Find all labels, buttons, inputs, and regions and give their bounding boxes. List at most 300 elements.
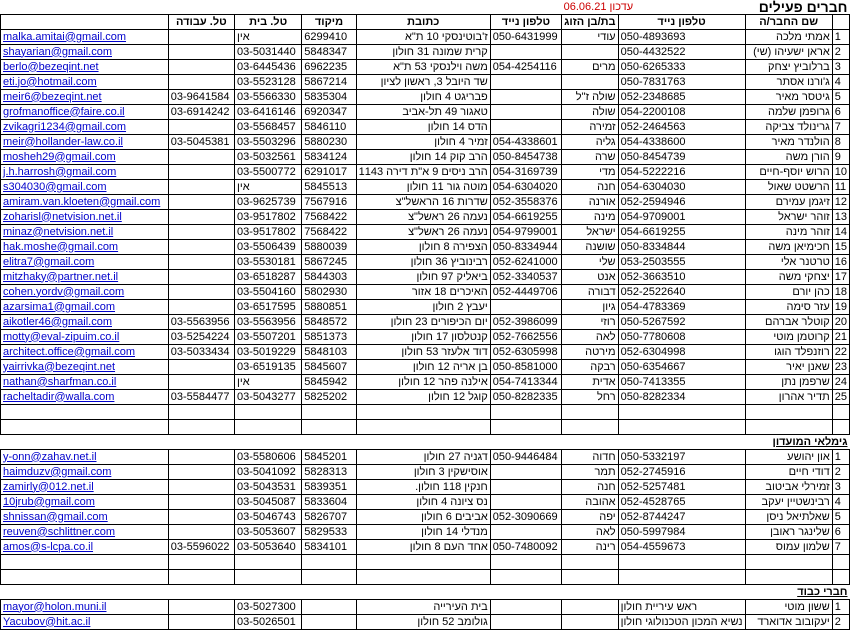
mobile-phone: 050-5267592: [618, 315, 745, 330]
home-phone: אין: [235, 30, 302, 45]
work-phone: [168, 465, 234, 480]
member-name: עזר סימה: [745, 300, 832, 315]
header-number: [832, 15, 849, 30]
email-link[interactable]: amos@s-lcpa.co.il: [1, 540, 169, 555]
empty-cell: [235, 0, 302, 15]
mobile-phone: 050-7831763: [618, 75, 745, 90]
spouse-mobile: 052-3090669: [490, 510, 561, 525]
member-row: [1, 375, 850, 390]
member-name: און יהושע: [745, 450, 832, 465]
email-link[interactable]: berlo@bezeqint.net: [1, 60, 169, 75]
empty-cell: [302, 570, 356, 585]
email-link[interactable]: mayor@holon.muni.il: [1, 600, 169, 615]
home-phone: 03-5530181: [235, 255, 302, 270]
zip-code: 5845201: [302, 450, 356, 465]
mobile-phone: 052-2594946: [618, 195, 745, 210]
email-link[interactable]: meir@hollander-law.co.il: [1, 135, 169, 150]
work-phone: [168, 300, 234, 315]
address: זמיר 4 חולון: [356, 135, 490, 150]
empty-cell: [235, 435, 302, 450]
member-name: שאנן יאיר: [745, 360, 832, 375]
spouse-mobile: [490, 615, 561, 630]
row-number: 5: [832, 90, 849, 105]
zip-code: 6920347: [302, 105, 356, 120]
address: אביבים 6 חולון: [356, 510, 490, 525]
row-number: 8: [832, 135, 849, 150]
honor-section-title: חברי כבוד: [797, 585, 848, 598]
empty-cell: [832, 420, 849, 435]
empty-cell: [302, 555, 356, 570]
row-number: 17: [832, 270, 849, 285]
address: מנדלי 14 חולון: [356, 525, 490, 540]
zip-code: 5845513: [302, 180, 356, 195]
spouse-mobile: 052-3558376: [490, 195, 561, 210]
zip-code: 6291017: [302, 165, 356, 180]
empty-cell: [490, 420, 561, 435]
address: דגניה 27 חולון: [356, 450, 490, 465]
address: גולומב 52 חולון: [356, 615, 490, 630]
home-phone: 03-5043277: [235, 390, 302, 405]
home-phone: 03-5568457: [235, 120, 302, 135]
spouse-name: אהובה: [562, 495, 618, 510]
email-link[interactable]: eti.jo@hotmail.com: [1, 75, 169, 90]
empty-cell: [302, 435, 356, 450]
zip-code: 5845942: [302, 375, 356, 390]
zip-code: 5880851: [302, 300, 356, 315]
member-name: ברלוביץ יצחק: [745, 60, 832, 75]
row-number: 10: [832, 165, 849, 180]
email-link[interactable]: cohen.yordv@gmail.com: [1, 285, 169, 300]
spouse-mobile: [490, 105, 561, 120]
address: שד היובל 3, ראשון לציון: [356, 75, 490, 90]
spouse-mobile: 054-6619255: [490, 210, 561, 225]
mobile-phone: 054-6619255: [618, 225, 745, 240]
email-link[interactable]: hak.moshe@gmail.com: [1, 240, 169, 255]
row-number: 3: [832, 480, 849, 495]
email-link[interactable]: elitra7@gmail.com: [1, 255, 169, 270]
empty-cell: [302, 585, 356, 600]
empty-cell: [490, 435, 561, 450]
header-cell: טלפון נייד: [618, 15, 745, 30]
address: אוסישקין 3 חולון: [356, 465, 490, 480]
work-phone: [168, 225, 234, 240]
home-phone: 03-5046743: [235, 510, 302, 525]
mobile-phone: 052-4528765: [618, 495, 745, 510]
home-phone: 03-5523128: [235, 75, 302, 90]
empty-cell: [832, 405, 849, 420]
row-number: 4: [832, 495, 849, 510]
spouse-name: רינה: [562, 540, 618, 555]
empty-cell: [562, 570, 618, 585]
work-phone: 03-5033434: [168, 345, 234, 360]
email-link[interactable]: meir6@bezeqint.net: [1, 90, 169, 105]
retired-row: [1, 480, 850, 495]
row-number: 24: [832, 375, 849, 390]
mobile-phone: 054-5222216: [618, 165, 745, 180]
zip-code: 5826707: [302, 510, 356, 525]
member-name: זמירלי אביטוב: [745, 480, 832, 495]
update-note: עדכון 06.06.21: [563, 0, 634, 13]
address: מוטה גור 11 חולון: [356, 180, 490, 195]
header-cell: טל. עבודה: [168, 15, 234, 30]
empty-cell: [562, 585, 618, 600]
address: הרב ניסים 9 א"ת דירה 1143: [356, 165, 490, 180]
work-phone: [168, 180, 234, 195]
spouse-name: שולה ז"ל: [562, 90, 618, 105]
work-phone: [168, 450, 234, 465]
work-phone: [168, 255, 234, 270]
email-link[interactable]: nathan@sharfman.co.il: [1, 375, 169, 390]
empty-cell: [168, 570, 234, 585]
empty-cell: [618, 420, 745, 435]
member-name: זיגמן עמירם: [745, 195, 832, 210]
member-name: זוהר ישראל: [745, 210, 832, 225]
mobile-phone: 054-2200108: [618, 105, 745, 120]
email-link[interactable]: s304030@gmail.com: [1, 180, 169, 195]
zip-code: 5828313: [302, 465, 356, 480]
empty-cell: [618, 405, 745, 420]
section-row: [1, 435, 850, 450]
member-name: יצחקי משה: [745, 270, 832, 285]
mobile-phone: 050-6265333: [618, 60, 745, 75]
row-number: 2: [832, 465, 849, 480]
mobile-phone: 052-2522640: [618, 285, 745, 300]
spouse-name: חנה: [562, 180, 618, 195]
zip-code: 5834101: [302, 540, 356, 555]
member-name: תדיר אהרון: [745, 390, 832, 405]
email-link[interactable]: shayarian@gmail.com: [1, 45, 169, 60]
mobile-phone: 050-5332197: [618, 450, 745, 465]
empty-cell: [302, 0, 356, 15]
email-link[interactable]: Yacubov@hit.ac.il: [1, 615, 169, 630]
mobile-phone: 050-8282334: [618, 390, 745, 405]
address: אחד העם 8 חולון: [356, 540, 490, 555]
empty-cell: [235, 555, 302, 570]
home-phone: 03-5500772: [235, 165, 302, 180]
home-phone: 03-5506439: [235, 240, 302, 255]
member-name: הורן משה: [745, 150, 832, 165]
member-name: קרוטמן מוטי: [745, 330, 832, 345]
member-name: שאלתיאל ניסן: [745, 510, 832, 525]
spouse-mobile: [490, 300, 561, 315]
member-row: [1, 120, 850, 135]
spouse-name: תמר: [562, 465, 618, 480]
work-phone: [168, 480, 234, 495]
spouse-name: גיון: [562, 300, 618, 315]
page-title: חברים פעילים: [758, 0, 848, 15]
member-name: הולנדר מאיר: [745, 135, 832, 150]
mobile-phone: 050-5997984: [618, 525, 745, 540]
retired-row: [1, 495, 850, 510]
spouse-mobile: [490, 120, 561, 135]
empty-cell: [235, 420, 302, 435]
mobile-phone: 050-8454739: [618, 150, 745, 165]
mobile-phone: 054-9709001: [618, 210, 745, 225]
empty-cell: [1, 585, 169, 600]
empty-cell: [1, 555, 169, 570]
row-number: 23: [832, 360, 849, 375]
empty-cell: [356, 420, 490, 435]
email-link[interactable]: motty@eval-zipuim.co.il: [1, 330, 169, 345]
empty-cell: [168, 585, 234, 600]
home-phone: אין: [235, 180, 302, 195]
mobile-phone: 052-5257481: [618, 480, 745, 495]
zip-code: 6962235: [302, 60, 356, 75]
member-row: [1, 390, 850, 405]
empty-cell: [168, 420, 234, 435]
spouse-name: רבקה: [562, 360, 618, 375]
empty-cell: [745, 405, 832, 420]
member-row: [1, 150, 850, 165]
zip-code: 5833604: [302, 495, 356, 510]
email-link[interactable]: minaz@netvision.net.il: [1, 225, 169, 240]
spouse-mobile: 050-8581000: [490, 360, 561, 375]
mobile-phone: 052-8744247: [618, 510, 745, 525]
empty-cell: [1, 570, 169, 585]
email-link[interactable]: zamirly@012.net.il: [1, 480, 169, 495]
zip-code: 5845607: [302, 360, 356, 375]
header-cell: טל. בית: [235, 15, 302, 30]
work-phone: [168, 210, 234, 225]
email-link[interactable]: j.h.harrosh@gmail.com: [1, 165, 169, 180]
retired-row: [1, 450, 850, 465]
member-name: שלמון עמוס: [745, 540, 832, 555]
address: נס ציונה 4 חולון: [356, 495, 490, 510]
home-phone: 03-5045087: [235, 495, 302, 510]
empty-cell: [562, 435, 618, 450]
zip-code: 5867214: [302, 75, 356, 90]
email-link[interactable]: aikotler46@gmail.com: [1, 315, 169, 330]
spouse-name: יפה: [562, 510, 618, 525]
spouse-mobile: 054-9799001: [490, 225, 561, 240]
spouse-name: שלי: [562, 255, 618, 270]
mobile-phone: 050-7413355: [618, 375, 745, 390]
home-phone: 03-5026501: [235, 615, 302, 630]
empty-cell: [235, 585, 302, 600]
address: קוגל 12 חולון: [356, 390, 490, 405]
spouse-name: רוזי: [562, 315, 618, 330]
zip-code: 5835304: [302, 90, 356, 105]
empty-cell: [1, 435, 169, 450]
mobile-phone: 052-2464563: [618, 120, 745, 135]
email-link[interactable]: mitzhaky@partner.net.il: [1, 270, 169, 285]
home-phone: 03-5031440: [235, 45, 302, 60]
email-link[interactable]: architect.office@gmail.com: [1, 345, 169, 360]
work-phone: 03-9641584: [168, 90, 234, 105]
home-phone: 03-5507201: [235, 330, 302, 345]
work-phone: 03-6914242: [168, 105, 234, 120]
empty-cell: [1, 420, 169, 435]
home-phone: 03-5043531: [235, 480, 302, 495]
empty-cell: [168, 435, 234, 450]
empty-cell: [562, 555, 618, 570]
member-name: כהן יורם: [745, 285, 832, 300]
member-row: [1, 165, 850, 180]
address: יום הכיפורים 23 חולון: [356, 315, 490, 330]
spouse-mobile: [490, 600, 561, 615]
email-link[interactable]: amiram.van.kloeten@gmail.com: [1, 195, 169, 210]
spouse-name: מינה: [562, 210, 618, 225]
empty-cell: [302, 420, 356, 435]
work-phone: [168, 360, 234, 375]
spouse-name: דבורה: [562, 285, 618, 300]
zip-code: 7567916: [302, 195, 356, 210]
empty-cell: [168, 555, 234, 570]
member-row: [1, 345, 850, 360]
spouse-mobile: [490, 525, 561, 540]
row-number: 19: [832, 300, 849, 315]
empty-cell: [618, 570, 745, 585]
email-link[interactable]: haimduzv@gmail.com: [1, 465, 169, 480]
spouse-mobile: 050-7480092: [490, 540, 561, 555]
work-phone: [168, 375, 234, 390]
email-link[interactable]: zoharisl@netvision.net.il: [1, 210, 169, 225]
spouse-mobile: 052-7662556: [490, 330, 561, 345]
spouse-name: עודי: [562, 30, 618, 45]
email-link[interactable]: yairrivka@bezeqint.net: [1, 360, 169, 375]
address: רבינוביץ 36 חולון: [356, 255, 490, 270]
home-phone: 03-5041092: [235, 465, 302, 480]
section-row: [1, 585, 850, 600]
email-link[interactable]: azarsima1@gmail.com: [1, 300, 169, 315]
member-name: זוהר מינה: [745, 225, 832, 240]
member-name: שרפמן נתן: [745, 375, 832, 390]
empty-cell: [490, 405, 561, 420]
empty-cell: [356, 555, 490, 570]
home-phone: 03-9517802: [235, 225, 302, 240]
zip-code: [302, 600, 356, 615]
home-phone: 03-5053607: [235, 525, 302, 540]
spouse-mobile: 052-4449706: [490, 285, 561, 300]
home-phone: 03-5032561: [235, 150, 302, 165]
header-cell: בת/בן הזוג: [562, 15, 618, 30]
spouse-name: שולה: [562, 105, 618, 120]
empty-cell: [745, 420, 832, 435]
zip-code: 5851373: [302, 330, 356, 345]
email-link[interactable]: shnissan@gmail.com: [1, 510, 169, 525]
spouse-name: חנה: [562, 480, 618, 495]
home-phone: אין: [235, 375, 302, 390]
empty-cell: [832, 555, 849, 570]
home-phone: 03-6518287: [235, 270, 302, 285]
zip-code: 5848572: [302, 315, 356, 330]
email-link[interactable]: reuven@schlittner.com: [1, 525, 169, 540]
empty-cell: [356, 0, 490, 15]
member-row: [1, 225, 850, 240]
member-row: [1, 195, 850, 210]
empty-cell: [832, 570, 849, 585]
email-link[interactable]: zvikagri1234@gmail.com: [1, 120, 169, 135]
email-link[interactable]: 10jrub@gmail.com: [1, 495, 169, 510]
spouse-mobile: 054-6304020: [490, 180, 561, 195]
blank-row: [1, 570, 850, 585]
member-row: [1, 210, 850, 225]
retired-section-title: גימלאי המועדון: [772, 435, 848, 448]
home-phone: 03-5019229: [235, 345, 302, 360]
address: דוד אלעזר 53 חולון: [356, 345, 490, 360]
mobile-phone: 052-2745916: [618, 465, 745, 480]
mobile-phone: 053-2503555: [618, 255, 745, 270]
work-phone: [168, 30, 234, 45]
email-link[interactable]: y-onn@zahav.net.il: [1, 450, 169, 465]
spouse-name: [562, 600, 618, 615]
spouse-mobile: 052-3340537: [490, 270, 561, 285]
work-phone: [168, 495, 234, 510]
row-number: 1: [832, 450, 849, 465]
row-number: 9: [832, 150, 849, 165]
mobile-phone: 054-4559673: [618, 540, 745, 555]
mobile-phone: ראש עיריית חולון: [618, 600, 745, 615]
email-link[interactable]: grofmanoffice@faire.co.il: [1, 105, 169, 120]
row-number: 7: [832, 540, 849, 555]
zip-code: 5880230: [302, 135, 356, 150]
spouse-name: לאה: [562, 525, 618, 540]
member-row: [1, 105, 850, 120]
email-link[interactable]: malka.amitai@gmail.com: [1, 30, 169, 45]
member-row: [1, 180, 850, 195]
address: קרית שמונה 31 חולון: [356, 45, 490, 60]
spouse-mobile: 054-4254116: [490, 60, 561, 75]
member-name: רוזנפלד הוגו: [745, 345, 832, 360]
row-number: 4: [832, 75, 849, 90]
work-phone: 03-5254224: [168, 330, 234, 345]
member-name: גרינולד צביקה: [745, 120, 832, 135]
home-phone: 03-9517802: [235, 210, 302, 225]
empty-cell: [302, 405, 356, 420]
spouse-name: אורנה: [562, 195, 618, 210]
work-phone: [168, 285, 234, 300]
email-link[interactable]: mosheh29@gmail.com: [1, 150, 169, 165]
mobile-phone: 052-3663510: [618, 270, 745, 285]
email-link[interactable]: racheltadir@walla.com: [1, 390, 169, 405]
spouse-mobile: 050-8334944: [490, 240, 561, 255]
empty-cell: [745, 570, 832, 585]
row-number: 6: [832, 525, 849, 540]
spouse-name: מירטה: [562, 345, 618, 360]
member-row: [1, 60, 850, 75]
zip-code: 5834124: [302, 150, 356, 165]
row-number: 7: [832, 120, 849, 135]
spouse-mobile: 054-7413344: [490, 375, 561, 390]
member-row: [1, 270, 850, 285]
address: שדרות 16 הראשל"צ: [356, 195, 490, 210]
member-row: [1, 330, 850, 345]
work-phone: [168, 45, 234, 60]
spouse-mobile: [490, 75, 561, 90]
spouse-name: חדוה: [562, 450, 618, 465]
row-number: 1: [832, 600, 849, 615]
empty-cell: [235, 570, 302, 585]
blank-row: [1, 420, 850, 435]
empty-cell: [490, 0, 561, 15]
zip-code: 5844303: [302, 270, 356, 285]
retired-row: [1, 465, 850, 480]
work-phone: 03-5596022: [168, 540, 234, 555]
zip-code: 7568422: [302, 225, 356, 240]
address: טאגור 49 תל-אביב: [356, 105, 490, 120]
mobile-phone: 050-8334844: [618, 240, 745, 255]
mobile-phone: 054-4338600: [618, 135, 745, 150]
zip-code: 5839351: [302, 480, 356, 495]
header-cell: טלפון נייד: [490, 15, 561, 30]
honor-row: [1, 615, 850, 630]
work-phone: [168, 150, 234, 165]
member-row: [1, 30, 850, 45]
work-phone: 03-5563956: [168, 315, 234, 330]
mobile-phone: נשיא המכון הטכנולוגי חולון: [618, 615, 745, 630]
zip-code: 7568422: [302, 210, 356, 225]
member-name: יעקובוב אדוארד: [745, 615, 832, 630]
